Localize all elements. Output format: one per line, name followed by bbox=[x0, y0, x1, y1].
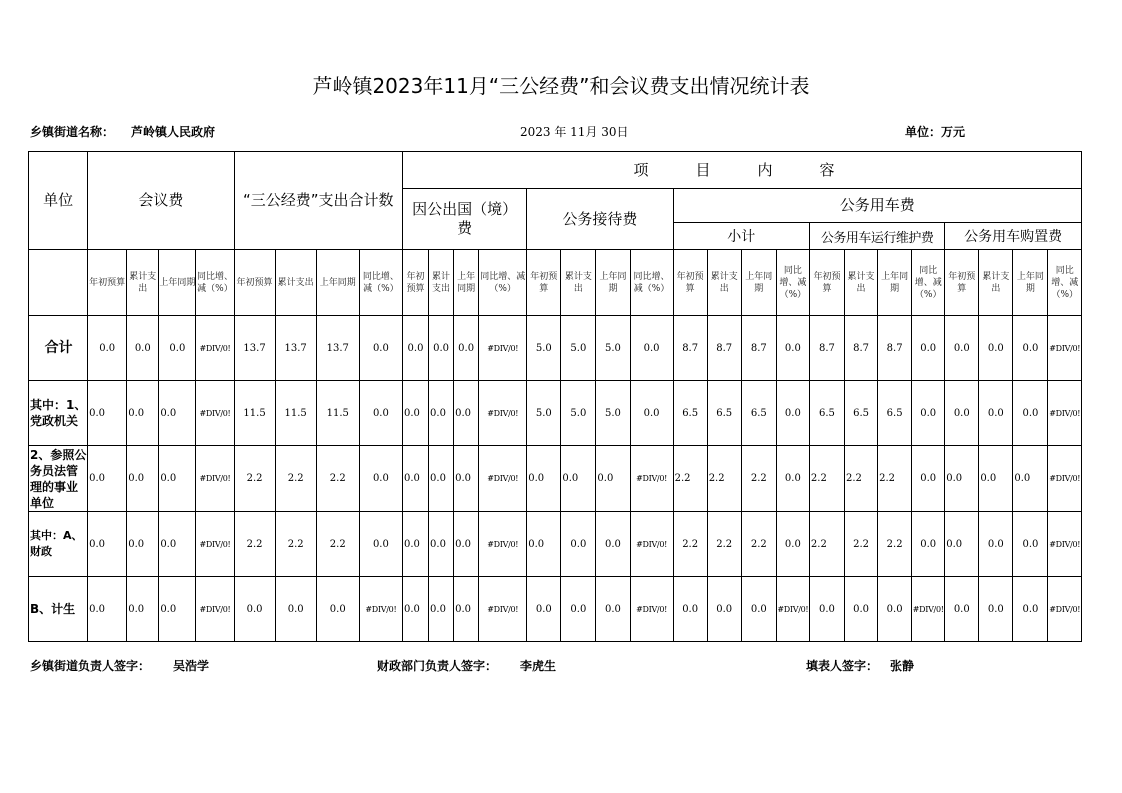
table-cell: 0.0 bbox=[454, 577, 479, 642]
table-cell: 0.0 bbox=[741, 577, 776, 642]
project-content-header: 项 目 内 容 bbox=[402, 152, 1081, 189]
column-subheader: 上年同期 bbox=[316, 250, 359, 316]
table-cell: 0.0 bbox=[88, 316, 127, 381]
table-cell: 0.0 bbox=[776, 446, 809, 512]
table-cell: #DIV/0! bbox=[479, 316, 527, 381]
street-head-signature-name: 吴浩学 bbox=[173, 659, 210, 673]
table-cell: #DIV/0! bbox=[196, 577, 234, 642]
table-cell: 0.0 bbox=[945, 577, 979, 642]
table-cell: 13.7 bbox=[275, 316, 316, 381]
table-cell: 11.5 bbox=[234, 381, 275, 446]
column-subheader: 上年同期 bbox=[741, 250, 776, 316]
table-cell: 0.0 bbox=[454, 446, 479, 512]
finance-head-signature-name: 李虎生 bbox=[520, 659, 557, 673]
table-cell: 0.0 bbox=[979, 512, 1013, 577]
column-subheader: 上年同期 bbox=[1013, 250, 1048, 316]
table-cell: 0.0 bbox=[359, 512, 402, 577]
column-subheader: 同比增、减（%） bbox=[776, 250, 809, 316]
table-cell: 0.0 bbox=[945, 381, 979, 446]
table-cell: 2.2 bbox=[809, 512, 844, 577]
table-cell: 0.0 bbox=[527, 512, 561, 577]
column-subheader: 年初预算 bbox=[527, 250, 561, 316]
table-cell: 13.7 bbox=[234, 316, 275, 381]
table-cell: 0.0 bbox=[1013, 316, 1048, 381]
table-cell: 0.0 bbox=[359, 381, 402, 446]
table-cell: 2.2 bbox=[878, 512, 912, 577]
table-cell: 13.7 bbox=[316, 316, 359, 381]
table-cell: 0.0 bbox=[912, 512, 945, 577]
column-subheader: 年初预算 bbox=[88, 250, 127, 316]
column-subheader: 同比增、减（%） bbox=[196, 250, 234, 316]
vehicle-fee-header: 公务用车费 bbox=[673, 189, 1081, 223]
table-cell: 6.5 bbox=[741, 381, 776, 446]
table-cell: #DIV/0! bbox=[196, 316, 234, 381]
table-cell: 6.5 bbox=[673, 381, 707, 446]
vehicle-purchase-header: 公务用车购置费 bbox=[945, 223, 1082, 250]
table-cell: 6.5 bbox=[707, 381, 741, 446]
table-cell: 0.0 bbox=[316, 577, 359, 642]
table-cell: 5.0 bbox=[596, 316, 630, 381]
table-cell: 2.2 bbox=[845, 446, 878, 512]
table-cell: 0.0 bbox=[159, 446, 196, 512]
table-cell: 0.0 bbox=[359, 446, 402, 512]
table-cell: #DIV/0! bbox=[196, 446, 234, 512]
table-cell: 0.0 bbox=[979, 316, 1013, 381]
street-name-label: 乡镇街道名称： bbox=[30, 125, 115, 139]
table-cell: 5.0 bbox=[561, 381, 596, 446]
table-cell: 0.0 bbox=[402, 512, 428, 577]
table-cell: 0.0 bbox=[979, 446, 1013, 512]
table-cell: 0.0 bbox=[845, 577, 878, 642]
column-subheader: 累计支出 bbox=[979, 250, 1013, 316]
table-cell: 0.0 bbox=[127, 512, 159, 577]
column-subheader: 同比增、减（%） bbox=[359, 250, 402, 316]
table-cell: 0.0 bbox=[912, 316, 945, 381]
table-cell: 2.2 bbox=[275, 446, 316, 512]
table-cell: 6.5 bbox=[845, 381, 878, 446]
column-subheader: 同比增、减（%） bbox=[1048, 250, 1082, 316]
table-cell: 0.0 bbox=[402, 446, 428, 512]
table-cell: 0.0 bbox=[402, 381, 428, 446]
row-label: 合计 bbox=[29, 316, 88, 381]
table-row bbox=[29, 316, 1082, 381]
finance-head-signature-label: 财政部门负责人签字： bbox=[377, 659, 498, 673]
column-subheader: 年初预算 bbox=[945, 250, 979, 316]
table-cell: 0.0 bbox=[527, 577, 561, 642]
row-label: 其中：1、党政机关 bbox=[29, 381, 88, 446]
table-cell: 2.2 bbox=[878, 446, 912, 512]
table-cell: 8.7 bbox=[707, 316, 741, 381]
table-cell: 0.0 bbox=[429, 512, 454, 577]
table-cell: 2.2 bbox=[234, 446, 275, 512]
meeting-fee-header: 会议费 bbox=[88, 152, 234, 250]
table-cell: 0.0 bbox=[454, 381, 479, 446]
table-cell: 8.7 bbox=[845, 316, 878, 381]
table-cell: 0.0 bbox=[429, 381, 454, 446]
table-cell: 6.5 bbox=[878, 381, 912, 446]
table-cell: #DIV/0! bbox=[630, 577, 673, 642]
column-subheader: 年初预算 bbox=[402, 250, 428, 316]
table-cell: 2.2 bbox=[316, 446, 359, 512]
table-cell: 0.0 bbox=[561, 446, 596, 512]
unit-header: 单位 bbox=[29, 152, 88, 250]
column-subheader: 累计支出 bbox=[127, 250, 159, 316]
table-cell: 0.0 bbox=[454, 316, 479, 381]
table-cell: #DIV/0! bbox=[196, 512, 234, 577]
report-date: 2023 年 11月 30日 bbox=[520, 125, 629, 139]
table-cell: 0.0 bbox=[1013, 577, 1048, 642]
column-subheader: 上年同期 bbox=[159, 250, 196, 316]
table-row bbox=[29, 446, 1082, 512]
table-cell: #DIV/0! bbox=[1048, 512, 1082, 577]
column-subheader: 累计支出 bbox=[429, 250, 454, 316]
table-cell: 0.0 bbox=[776, 381, 809, 446]
column-subheader: 同比增、减（%） bbox=[912, 250, 945, 316]
table-cell: 0.0 bbox=[776, 316, 809, 381]
table-cell: 2.2 bbox=[234, 512, 275, 577]
table-cell: 0.0 bbox=[596, 512, 630, 577]
table-row bbox=[29, 577, 1082, 642]
column-subheader: 累计支出 bbox=[275, 250, 316, 316]
table-cell: 0.0 bbox=[127, 316, 159, 381]
table-cell: #DIV/0! bbox=[1048, 446, 1082, 512]
unit-label: 单位：万元 bbox=[905, 125, 966, 139]
sangong-total-header: “三公经费”支出合计数 bbox=[234, 152, 402, 250]
table-cell: #DIV/0! bbox=[359, 577, 402, 642]
table-cell: 5.0 bbox=[527, 316, 561, 381]
filler-signature-label: 填表人签字： bbox=[806, 659, 879, 673]
table-row bbox=[29, 512, 1082, 577]
table-cell: 0.0 bbox=[596, 446, 630, 512]
table-cell: 0.0 bbox=[945, 446, 979, 512]
table-cell: 0.0 bbox=[596, 577, 630, 642]
table-cell: 0.0 bbox=[402, 316, 428, 381]
table-cell: 0.0 bbox=[402, 577, 428, 642]
table-cell: 2.2 bbox=[275, 512, 316, 577]
table-cell: 0.0 bbox=[878, 577, 912, 642]
filler-signature-name: 张静 bbox=[890, 659, 915, 673]
table-cell: 0.0 bbox=[912, 446, 945, 512]
row-label: B、计生 bbox=[29, 577, 88, 642]
column-subheader: 同比增、减（%） bbox=[479, 250, 527, 316]
table-cell: #DIV/0! bbox=[1048, 316, 1082, 381]
table-cell: 5.0 bbox=[596, 381, 630, 446]
table-cell: #DIV/0! bbox=[479, 512, 527, 577]
table-cell: #DIV/0! bbox=[1048, 381, 1082, 446]
table-cell: #DIV/0! bbox=[479, 381, 527, 446]
table-cell: 0.0 bbox=[159, 577, 196, 642]
table-cell: 0.0 bbox=[630, 316, 673, 381]
table-cell: 2.2 bbox=[809, 446, 844, 512]
table-cell: 2.2 bbox=[741, 512, 776, 577]
table-cell: 0.0 bbox=[979, 381, 1013, 446]
table-cell: 0.0 bbox=[776, 512, 809, 577]
table-cell: #DIV/0! bbox=[912, 577, 945, 642]
table-cell: 2.2 bbox=[316, 512, 359, 577]
row-label: 2、参照公务员法管理的事业单位 bbox=[30, 447, 87, 510]
table-cell: 0.0 bbox=[945, 316, 979, 381]
table-cell: 0.0 bbox=[159, 316, 196, 381]
table-cell: #DIV/0! bbox=[196, 381, 234, 446]
table-cell: #DIV/0! bbox=[1048, 577, 1082, 642]
table-cell: 5.0 bbox=[561, 316, 596, 381]
table-cell: 0.0 bbox=[127, 381, 159, 446]
column-subheader: 累计支出 bbox=[845, 250, 878, 316]
column-subheader: 上年同期 bbox=[878, 250, 912, 316]
table-cell: 6.5 bbox=[809, 381, 844, 446]
table-cell: 0.0 bbox=[673, 577, 707, 642]
table-cell: 0.0 bbox=[561, 577, 596, 642]
table-cell: 0.0 bbox=[429, 577, 454, 642]
table-cell: 2.2 bbox=[673, 446, 707, 512]
column-subheader: 同比增、减（%） bbox=[630, 250, 673, 316]
table-cell: 5.0 bbox=[527, 381, 561, 446]
table-cell: 0.0 bbox=[88, 512, 127, 577]
table-cell: 0.0 bbox=[234, 577, 275, 642]
table-cell: 0.0 bbox=[159, 512, 196, 577]
table-cell: #DIV/0! bbox=[479, 446, 527, 512]
unit-header-blank bbox=[29, 250, 88, 316]
table-cell: #DIV/0! bbox=[630, 446, 673, 512]
table-cell: 0.0 bbox=[912, 381, 945, 446]
table-cell: 0.0 bbox=[88, 577, 127, 642]
abroad-fee-header: 因公出国（境）费 bbox=[402, 189, 526, 250]
table-cell: 0.0 bbox=[275, 577, 316, 642]
table-cell: 0.0 bbox=[127, 577, 159, 642]
column-subheader: 年初预算 bbox=[673, 250, 707, 316]
table-cell: 0.0 bbox=[707, 577, 741, 642]
table-cell: 0.0 bbox=[561, 512, 596, 577]
reception-fee-header: 公务接待费 bbox=[527, 189, 673, 250]
vehicle-operation-header: 公务用车运行维护费 bbox=[809, 223, 944, 250]
statistics-table bbox=[28, 151, 1082, 642]
table-cell: 0.0 bbox=[1013, 446, 1048, 512]
table-cell: 11.5 bbox=[275, 381, 316, 446]
table-cell: 0.0 bbox=[809, 577, 844, 642]
column-subheader: 累计支出 bbox=[561, 250, 596, 316]
table-cell: 8.7 bbox=[878, 316, 912, 381]
table-cell: 2.2 bbox=[707, 446, 741, 512]
table-cell: 0.0 bbox=[1013, 381, 1048, 446]
table-cell: 0.0 bbox=[979, 577, 1013, 642]
table-cell: 0.0 bbox=[429, 446, 454, 512]
column-subheader: 上年同期 bbox=[454, 250, 479, 316]
table-cell: 0.0 bbox=[127, 446, 159, 512]
column-subheader: 年初预算 bbox=[809, 250, 844, 316]
table-cell: 0.0 bbox=[159, 381, 196, 446]
street-name-value: 芦岭镇人民政府 bbox=[131, 125, 216, 139]
page-title: 芦岭镇2023年11月“三公经费”和会议费支出情况统计表 bbox=[312, 74, 810, 98]
table-cell: 0.0 bbox=[945, 512, 979, 577]
column-subheader: 累计支出 bbox=[707, 250, 741, 316]
table-cell: 0.0 bbox=[88, 381, 127, 446]
table-cell: 0.0 bbox=[454, 512, 479, 577]
table-cell: 8.7 bbox=[809, 316, 844, 381]
table-cell: 0.0 bbox=[429, 316, 454, 381]
column-subheader: 年初预算 bbox=[234, 250, 275, 316]
table-row bbox=[29, 381, 1082, 446]
table-cell: 0.0 bbox=[359, 316, 402, 381]
table-cell: 0.0 bbox=[88, 446, 127, 512]
table-cell: 8.7 bbox=[673, 316, 707, 381]
row-label: 其中：A、财政 bbox=[29, 512, 88, 577]
street-head-signature-label: 乡镇街道负责人签字： bbox=[30, 659, 151, 673]
table-cell: 0.0 bbox=[630, 381, 673, 446]
table-cell: #DIV/0! bbox=[776, 577, 809, 642]
table-cell: 0.0 bbox=[527, 446, 561, 512]
table-cell: 2.2 bbox=[707, 512, 741, 577]
table-cell: 2.2 bbox=[741, 446, 776, 512]
table-cell: 8.7 bbox=[741, 316, 776, 381]
vehicle-subtotal-header: 小计 bbox=[673, 223, 809, 250]
table-cell: 2.2 bbox=[845, 512, 878, 577]
column-subheader: 上年同期 bbox=[596, 250, 630, 316]
table-cell: #DIV/0! bbox=[479, 577, 527, 642]
table-cell: 2.2 bbox=[673, 512, 707, 577]
table-cell: #DIV/0! bbox=[630, 512, 673, 577]
table-cell: 11.5 bbox=[316, 381, 359, 446]
table-cell: 0.0 bbox=[1013, 512, 1048, 577]
